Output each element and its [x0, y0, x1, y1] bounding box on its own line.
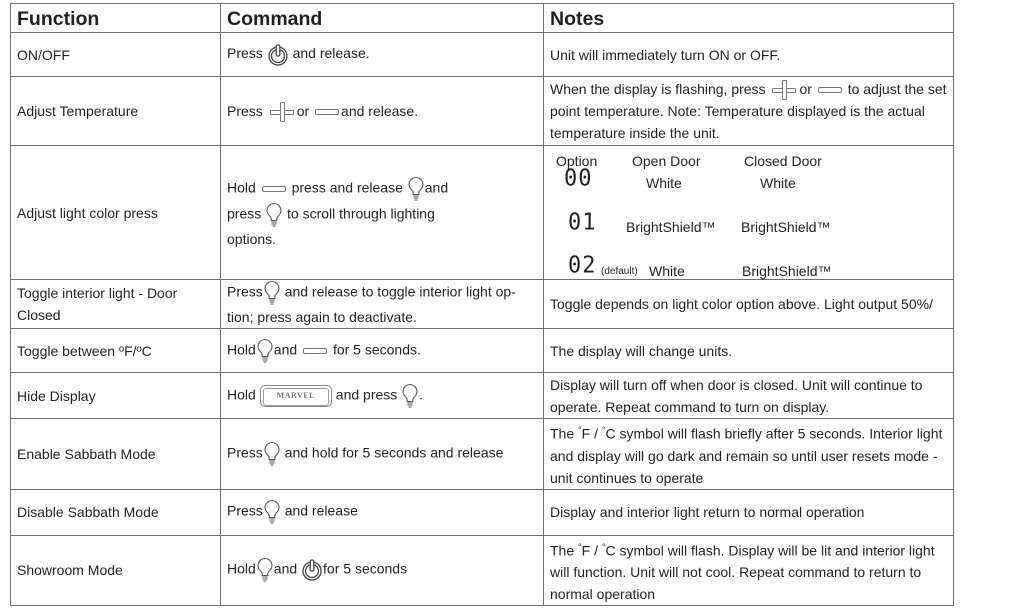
- light-bulb-icon: [263, 499, 281, 525]
- notes-cell: The display will change units.: [544, 329, 954, 373]
- command-cell: Press and release.: [221, 33, 544, 77]
- table-row: [11, 280, 954, 329]
- table-row: [11, 329, 954, 373]
- table-row: [11, 146, 954, 280]
- command-cell: Press and release to toggle interior light op- tion; press again to deactivate.: [221, 280, 544, 329]
- function-cell: Disable Sabbath Mode: [11, 489, 221, 535]
- option-closed: BrightShield™: [741, 218, 831, 235]
- table-row: [11, 489, 954, 535]
- notes-cell: Unit will immediately turn ON or OFF.: [544, 33, 954, 77]
- header-notes: Notes: [544, 4, 954, 33]
- function-cell: ON/OFF: [11, 33, 221, 77]
- notes-cell: Display and interior light return to normal operation: [544, 489, 954, 535]
- table-row: [11, 373, 954, 419]
- open-door-header: Open Door: [632, 152, 701, 169]
- option-code: 00: [564, 164, 593, 192]
- command-cell: Hold and for 5 seconds: [221, 535, 544, 606]
- function-table: [10, 3, 954, 606]
- light-bulb-icon: [401, 383, 419, 409]
- light-bulb-icon: [407, 176, 425, 202]
- notes-cell: When the display is flashing, press or to adjust the set point temperature. Note: Temperature displayed is the actual temperature inside the unit.: [544, 77, 954, 146]
- header-command: Command: [221, 4, 544, 33]
- notes-cell: Display will turn off when door is closed. Unit will continue to operate. Repeat command to turn on display.: [544, 373, 954, 419]
- light-bulb-icon: [263, 280, 281, 306]
- table-row: [11, 419, 954, 490]
- notes-cell: Toggle depends on light color option above. Light output 50%/: [544, 280, 954, 329]
- light-bulb-icon: [265, 202, 283, 228]
- minus-icon: [818, 87, 842, 93]
- option-closed: White: [760, 174, 796, 191]
- light-options-table: [544, 147, 953, 279]
- function-cell: Hide Display: [11, 373, 221, 419]
- closed-door-header: Closed Door: [744, 152, 822, 169]
- option-header: Option: [556, 152, 598, 169]
- plus-icon: [269, 102, 295, 122]
- function-cell: Showroom Mode: [11, 535, 221, 606]
- command-cell: Hold MARVEL and press .: [221, 373, 544, 419]
- minus-icon: [315, 109, 339, 115]
- plus-icon: [771, 80, 797, 100]
- command-cell: Press and release: [221, 489, 544, 535]
- marvel-logo-button-icon: MARVEL: [260, 385, 332, 407]
- light-bulb-icon: [263, 441, 281, 467]
- table-row: [11, 77, 954, 146]
- header-row: [11, 4, 954, 33]
- option-open: White: [649, 262, 685, 279]
- minus-icon: [262, 186, 286, 192]
- command-cell: Hold press and release and press to scroll through lighting options.: [221, 146, 544, 280]
- default-tag: (default): [601, 265, 638, 277]
- option-code: 01: [568, 208, 597, 236]
- light-bulb-icon: [256, 557, 274, 583]
- option-code: 02: [568, 251, 597, 279]
- function-cell: Toggle between ºF/ºC: [11, 329, 221, 373]
- function-cell: Enable Sabbath Mode: [11, 419, 221, 490]
- minus-icon: [303, 348, 327, 354]
- notes-cell: [544, 146, 954, 280]
- light-bulb-icon: [256, 338, 274, 364]
- table-row: [11, 535, 954, 606]
- power-icon: [267, 43, 289, 67]
- table-row: [11, 33, 954, 77]
- notes-cell: The °F / °C symbol will flash briefly after 5 seconds. Interior light and display will go dark and remain so until user resets mode - unit continues to operate: [544, 419, 954, 490]
- option-closed: BrightShield™: [742, 262, 832, 279]
- function-cell: Adjust Temperature: [11, 77, 221, 146]
- command-cell: Press and hold for 5 seconds and release: [221, 419, 544, 490]
- notes-cell: The °F / °C symbol will flash. Display will be lit and interior light will function. Unit will not cool. Repeat command to return to normal operation: [544, 535, 954, 606]
- option-open: White: [646, 174, 682, 191]
- power-icon: [301, 558, 323, 582]
- command-cell: Press or and release.: [221, 77, 544, 146]
- option-open: BrightShield™: [626, 218, 716, 235]
- function-cell: Toggle interior light - Door Closed: [11, 280, 221, 329]
- function-cell: Adjust light color press: [11, 146, 221, 280]
- command-cell: Hold and for 5 seconds.: [221, 329, 544, 373]
- header-function: Function: [11, 4, 221, 33]
